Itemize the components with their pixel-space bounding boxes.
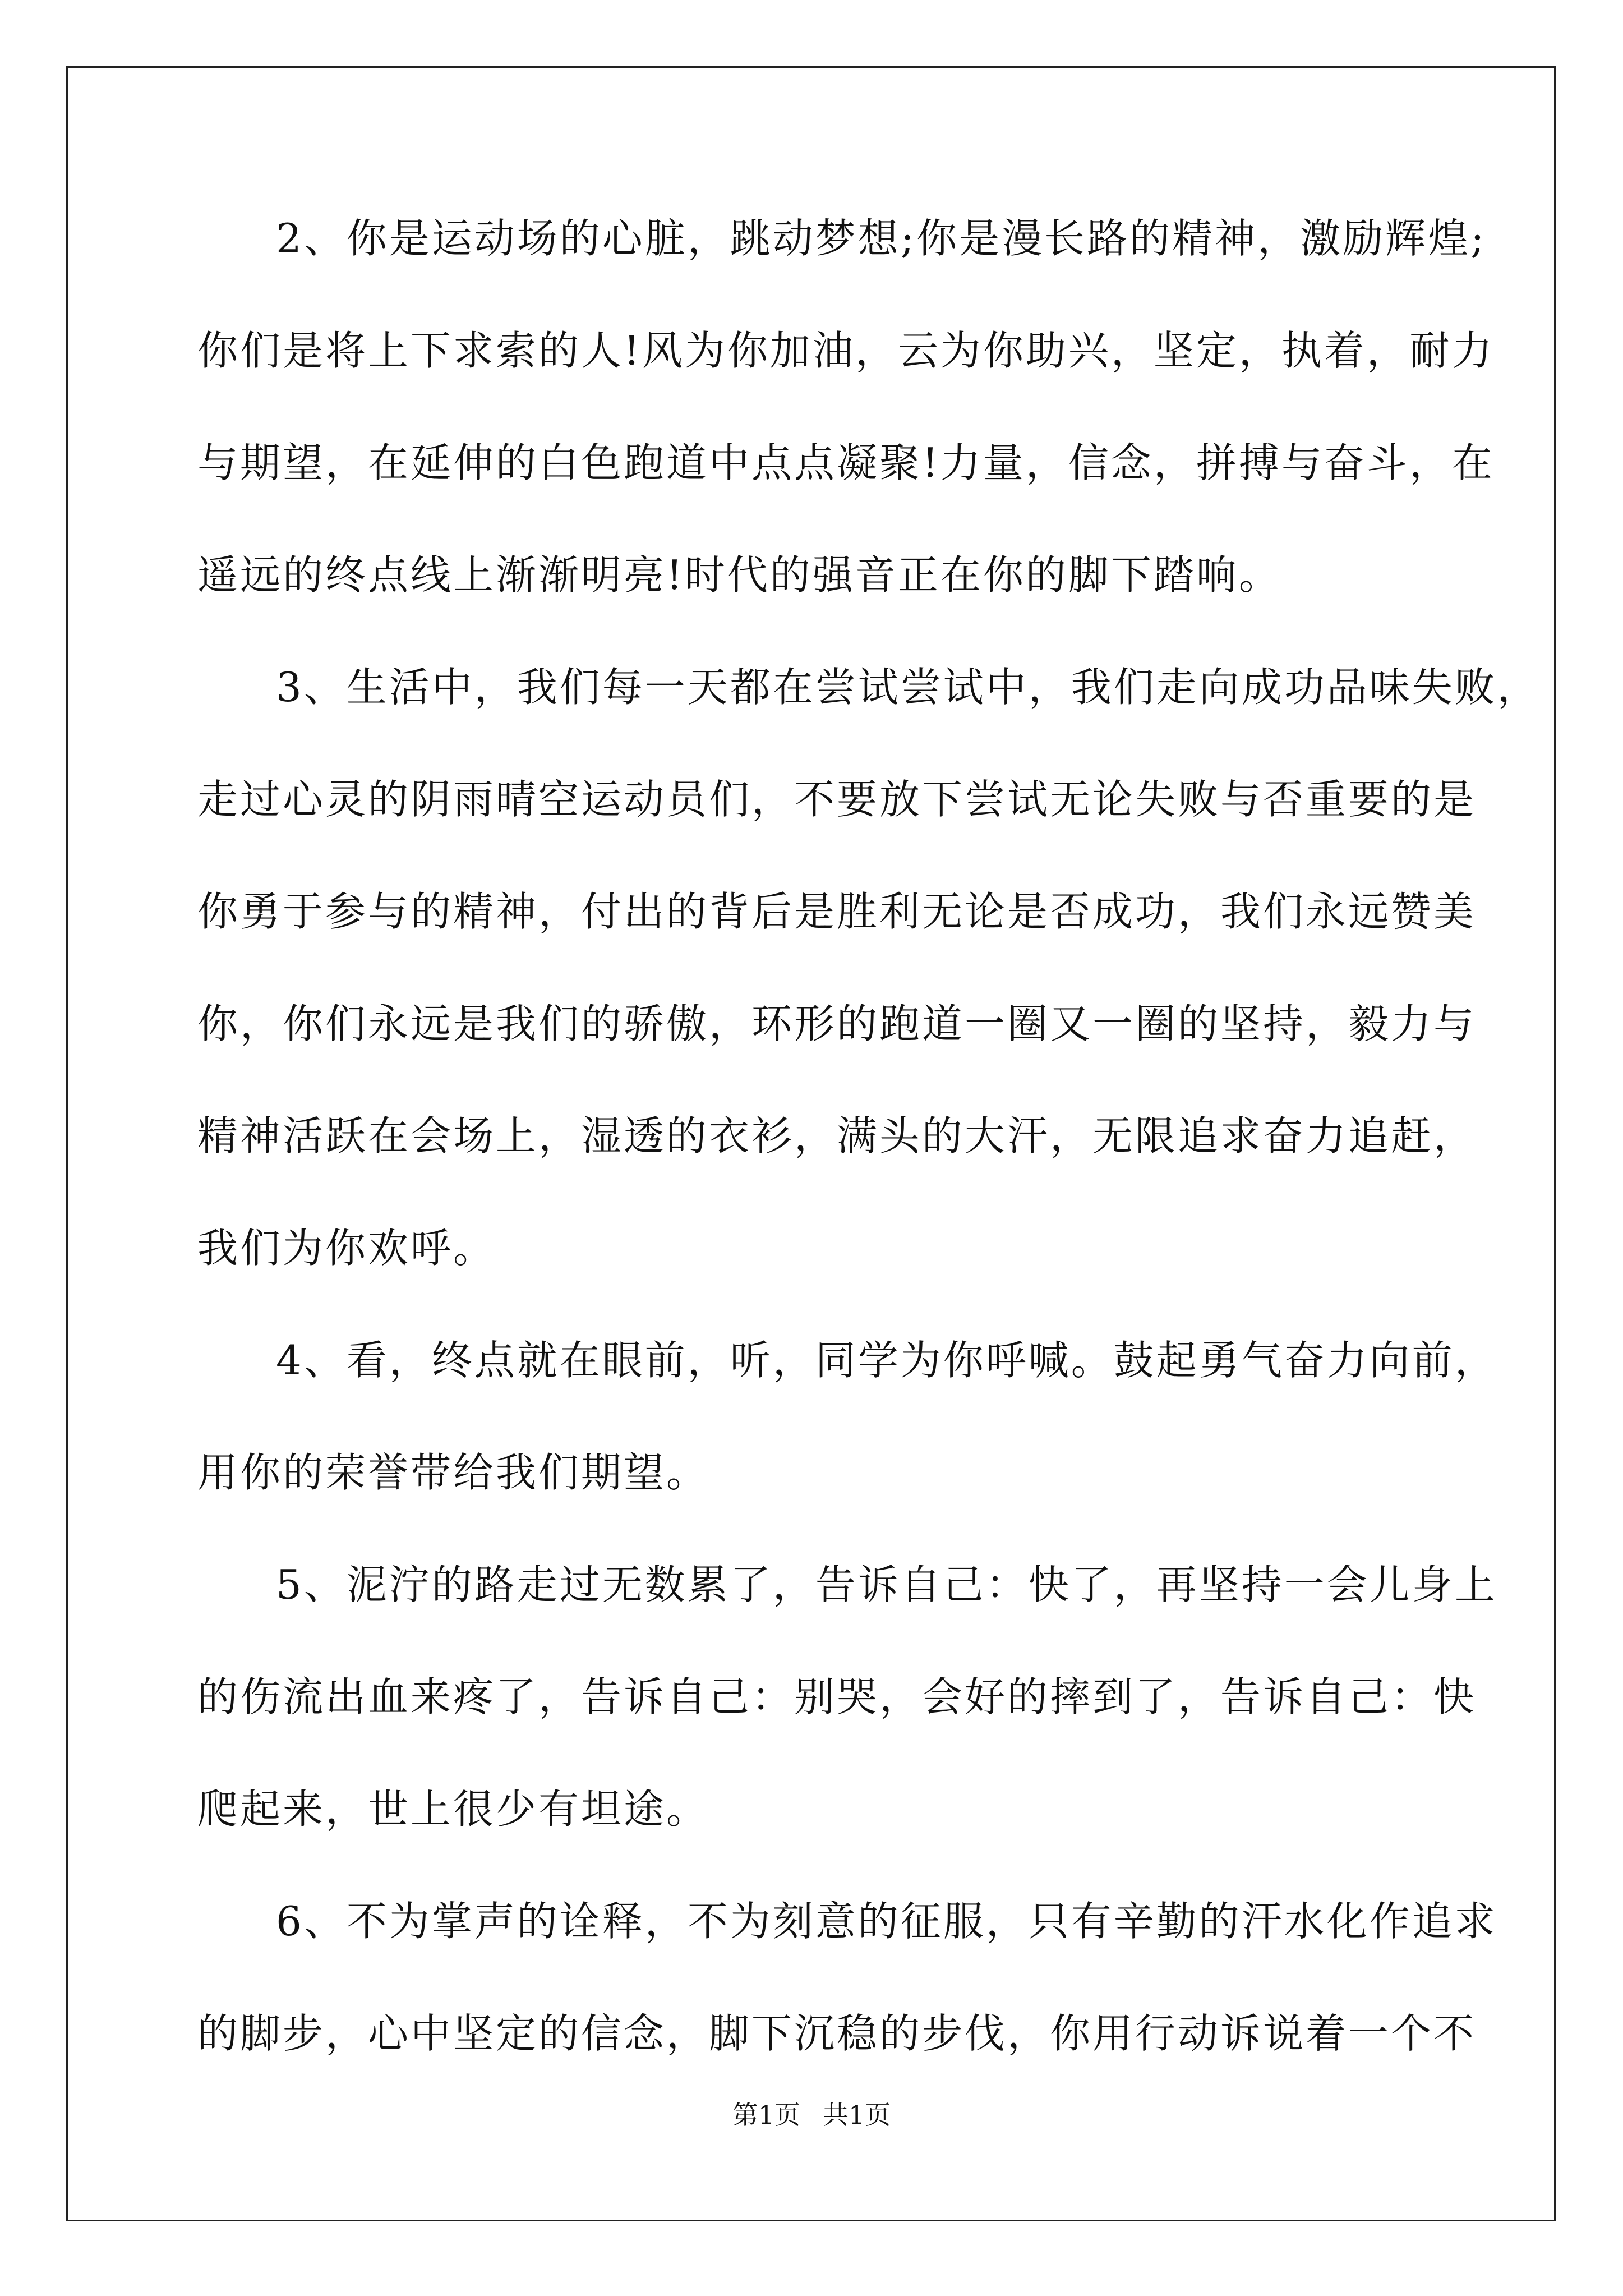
page-footer bbox=[0, 2098, 1623, 2132]
paragraph-line: 精神活跃在会场上，湿透的衣衫，满头的大汗，无限追求奋力追赶， bbox=[197, 1112, 1477, 1159]
paragraph-line: 的伤流出血来疼了，告诉自己：别哭，会好的摔到了，告诉自己：快 bbox=[197, 1673, 1477, 1720]
paragraph-line: 与期望，在延伸的白色跑道中点点凝聚!力量，信念，拼搏与奋斗，在 bbox=[197, 439, 1495, 486]
paragraph-line: 5、泥泞的路走过无数累了，告诉自己：快了，再坚持一会儿身上 bbox=[276, 1561, 1497, 1608]
page-total: 共1页 bbox=[823, 2100, 891, 2130]
page-number: 第1页 bbox=[732, 2100, 800, 2130]
paragraph-line: 我们为你欢呼。 bbox=[197, 1225, 496, 1272]
paragraph-line: 3、生活中，我们每一天都在尝试尝试中，我们走向成功品味失败， bbox=[276, 664, 1540, 711]
paragraph-line: 走过心灵的阴雨晴空运动员们，不要放下尝试无论失败与否重要的是 bbox=[197, 776, 1477, 823]
paragraph-line: 你，你们永远是我们的骄傲，环形的跑道一圈又一圈的坚持，毅力与 bbox=[197, 1000, 1477, 1047]
paragraph-line: 2、你是运动场的心脏，跳动梦想;你是漫长路的精神，激励辉煌; bbox=[276, 215, 1487, 262]
paragraph-line: 你勇于参与的精神，付出的背后是胜利无论是否成功，我们永远赞美 bbox=[197, 888, 1477, 935]
paragraph-line: 的脚步，心中坚定的信念，脚下沉稳的步伐，你用行动诉说着一个不 bbox=[197, 2010, 1477, 2057]
paragraph-line: 爬起来，世上很少有坦途。 bbox=[197, 1786, 709, 1833]
paragraph-line: 用你的荣誉带给我们期望。 bbox=[197, 1449, 709, 1496]
paragraph-line: 4、看，终点就在眼前，听，同学为你呼喊。鼓起勇气奋力向前， bbox=[276, 1337, 1497, 1384]
paragraph-line: 6、不为掌声的诠释，不为刻意的征服，只有辛勤的汗水化作追求 bbox=[276, 1898, 1497, 1945]
paragraph-line: 你们是将上下求索的人!风为你加油，云为你助兴，坚定，执着，耐力 bbox=[197, 327, 1495, 374]
paragraph-line: 遥远的终点线上渐渐明亮!时代的强音正在你的脚下踏响。 bbox=[197, 551, 1281, 599]
